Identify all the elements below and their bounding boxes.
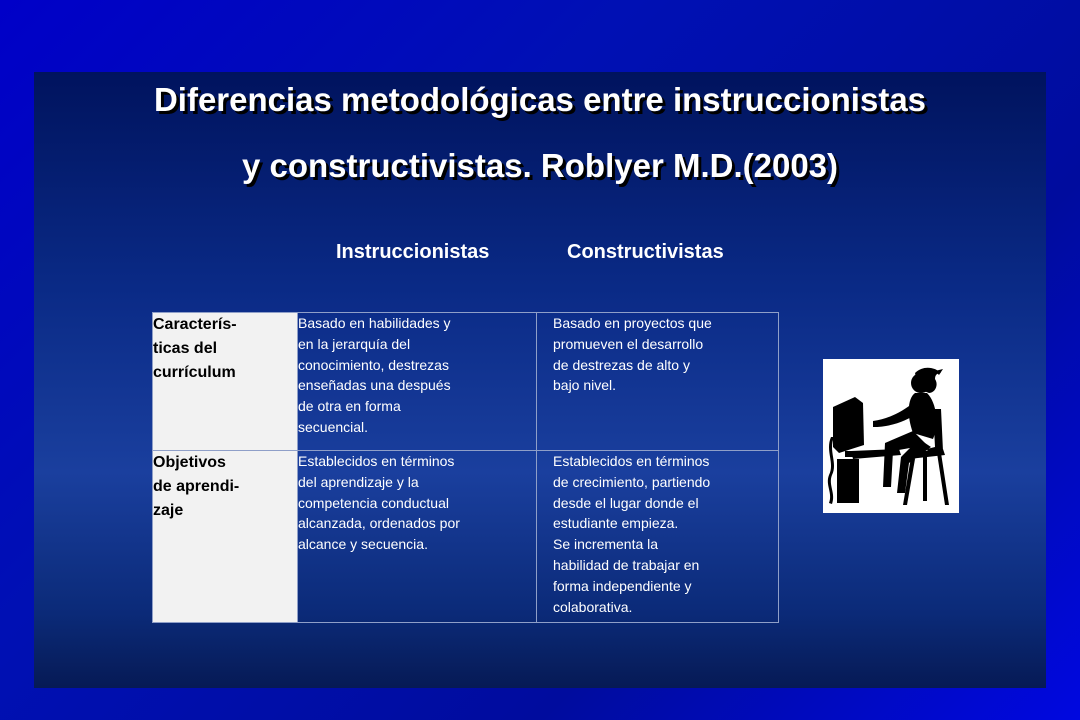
row-label-cell <box>153 313 298 451</box>
constructivistas-cell <box>537 313 779 451</box>
row-label: Caracterís- ticas del currículum <box>153 316 237 381</box>
slide-title-line-1: Diferencias metodológicas entre instruccionistas <box>153 81 927 118</box>
instruccionistas-cell <box>298 451 537 623</box>
column-header-instruccionistas: Instruccionistas <box>336 241 490 263</box>
comparison-table <box>152 312 779 623</box>
cell-text: Basado en habilidades y en la jerarquía del conocimiento, destrezas enseñadas una después de otra en forma secuencial. <box>298 315 451 435</box>
row-label-cell <box>153 451 298 623</box>
silhouette-girl-at-computer-icon <box>823 359 959 513</box>
column-header-constructivistas: Constructivistas <box>567 241 724 263</box>
table-row <box>153 451 779 623</box>
instruccionistas-cell <box>298 313 537 451</box>
cell-text: Establecidos en términos del aprendizaje y la competencia conductual alcanzada, ordenados por alcance y secuencia. <box>298 453 460 553</box>
constructivistas-cell <box>537 451 779 623</box>
cell-text: Establecidos en términos de crecimiento, partiendo desde el lugar donde el estudiante empieza. Se incrementa la habilidad de trabajar en forma independiente y colaborativa. <box>553 453 711 615</box>
cell-text: Basado en proyectos que promueven el desarrollo de destrezas de alto y bajo nivel. <box>553 315 712 394</box>
row-label: Objetivos de aprendi- zaje <box>153 454 240 519</box>
illustration-svg <box>823 359 959 513</box>
table-row <box>153 313 779 451</box>
slide-title-line-2: y constructivistas. Roblyer M.D.(2003) <box>241 147 839 184</box>
